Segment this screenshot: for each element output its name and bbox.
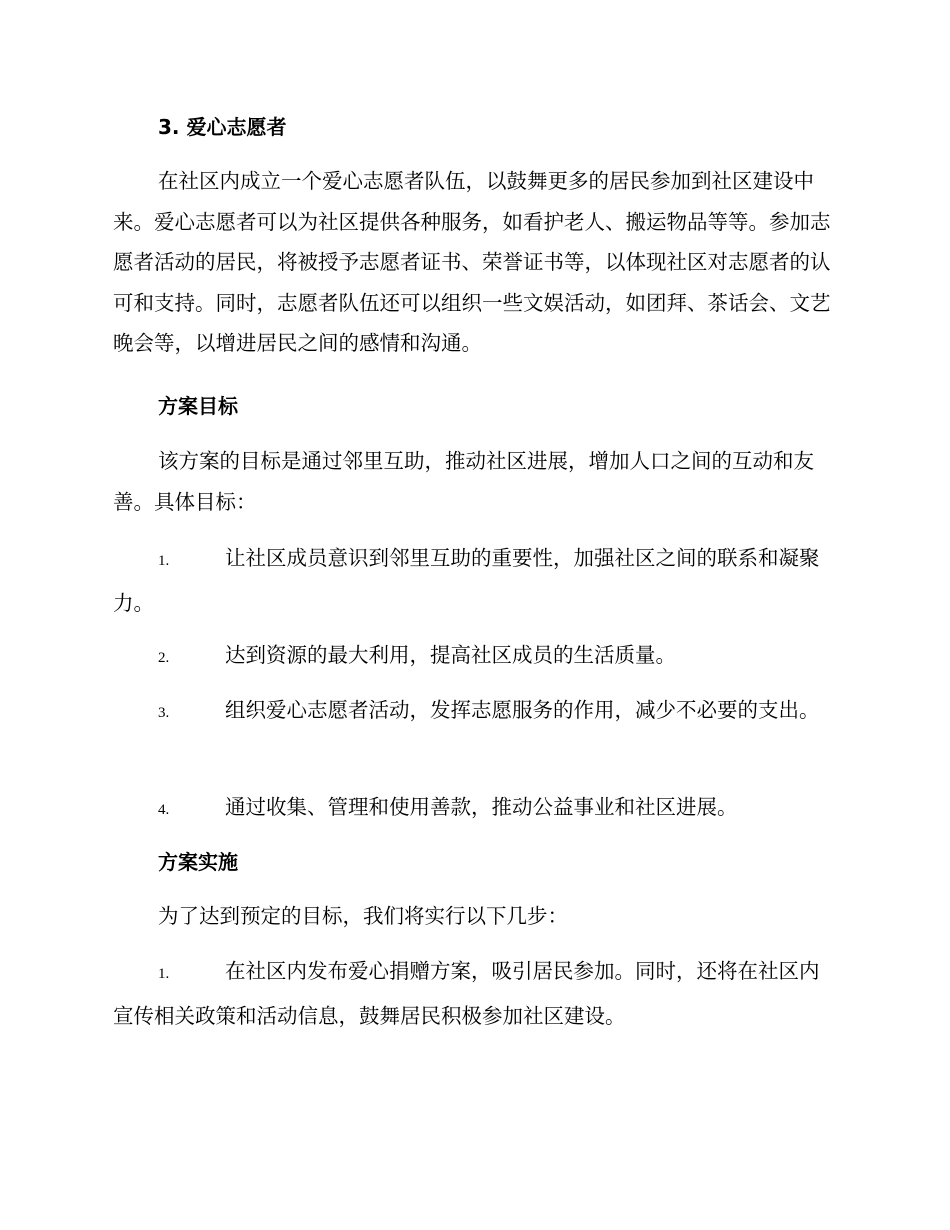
goals-list-item <box>113 689 838 734</box>
list-item-text: 组织爱心志愿者活动，发挥志愿服务的作用，减少不必要的支出。 <box>225 698 820 722</box>
section-heading-volunteer: 3. 爱心志愿者 <box>158 115 287 139</box>
section-heading-goals: 方案目标 <box>158 394 238 418</box>
list-item-number: 1. <box>158 966 170 982</box>
list-item-text: 达到资源的最大利用，提高社区成员的生活质量。 <box>225 643 676 667</box>
list-item-text: 在社区内发布爱心捐赠方案，吸引居民参加。同时，还将在社区内宣传相关政策和活动信息，鼓舞居民积极参加社区建设。 <box>113 959 820 1028</box>
list-item-number: 4. <box>158 802 170 818</box>
implementation-list-item <box>113 950 838 1037</box>
goals-list-item <box>113 537 838 624</box>
goals-list-item <box>113 786 838 831</box>
list-item-number: 1. <box>158 553 170 569</box>
list-item-number: 3. <box>158 705 170 721</box>
list-item-number: 2. <box>158 650 170 666</box>
goals-intro-paragraph: 该方案的目标是通过邻里互助，推动社区进展，增加人口之间的互动和友善。具体目标： <box>113 449 814 514</box>
list-item-text: 让社区成员意识到邻里互助的重要性，加强社区之间的联系和凝聚力。 <box>113 546 820 615</box>
implementation-intro-paragraph: 为了达到预定的目标，我们将实行以下几步： <box>158 904 568 928</box>
goals-list-item <box>113 634 838 679</box>
list-item-text: 通过收集、管理和使用善款，推动公益事业和社区进展。 <box>225 795 738 819</box>
section-heading-implementation: 方案实施 <box>158 850 238 874</box>
volunteer-paragraph: 在社区内成立一个爱心志愿者队伍，以鼓舞更多的居民参加到社区建设中来。爱心志愿者可以为社区提供各种服务，如看护老人、搬运物品等等。参加志愿者活动的居民，将被授予志愿者证书、荣誉证书等，以体现社区对志愿者的认可和支持。同时，志愿者队伍还可以组织一些文娱活动，如团拜、茶话会、文艺晚会等，以增进居民之间的感情和沟通。 <box>113 169 831 355</box>
